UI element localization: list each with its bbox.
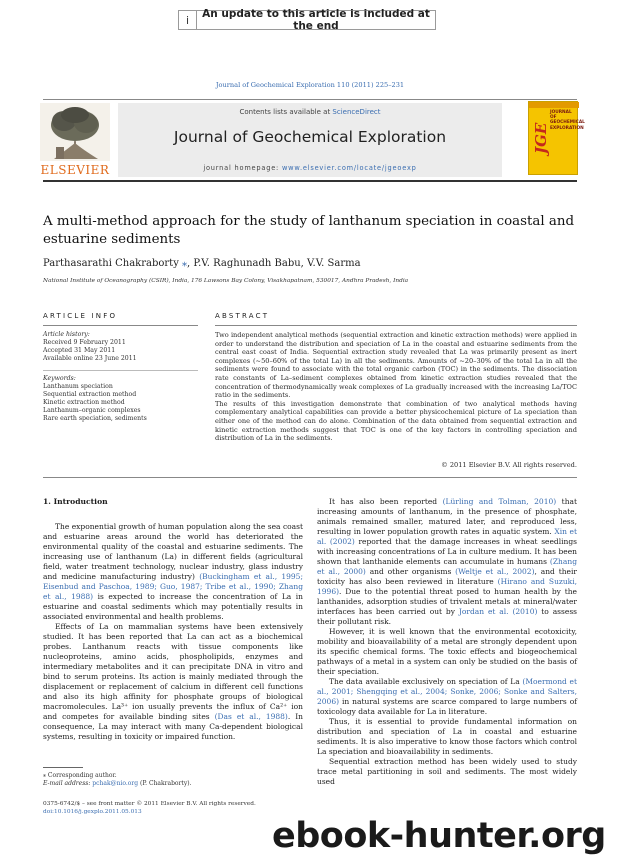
issn-line: 0375-6742/$ – see front matter © 2011 Elsevier B.V. All rights reserved. xyxy=(43,801,256,807)
citation-link[interactable]: Jordan et al. (2010) xyxy=(458,607,538,616)
update-banner-text: An update to this article is included at the end xyxy=(202,8,430,32)
text-run: . In consequence, La may interact with many Ca-dependent biological systems, resulting in toxicity or impaired function. xyxy=(43,712,303,741)
abstract-paragraph-1: Two independent analytical methods (sequential extraction and kinetic extraction methods) were applied in order to understand the distribution and speciation of La in the coastal and estuarine sediments from the central east coast of India. Sequential extraction study revealed that La was primarily present as inert complexes (~50–60% of the total La) in all the sediments. Amounts of ~20–30% of the total La in all the sediments were found to associate with the total organic carbon (TOC) in the sediments. The dissociation rate constants of La–sediment complexes obtained from kinetic extraction studies revealed that the concentration of thermodynamically weak complexes of La gradually increased with the increasing La/TOC ratio in the sediments. xyxy=(215,331,577,400)
journal-citation[interactable]: Journal of Geochemical Exploration 110 (2011) 225–231 xyxy=(215,81,405,89)
text-run: that increasing amounts of lanthanum, in the presence of phosphate, animals remained smaller, matured later, and reproduced less, resulting in lower population growth rates in aquatic system. xyxy=(317,497,578,536)
contents-line xyxy=(118,108,502,116)
contents-prefix: Contents lists available at xyxy=(239,108,333,116)
body-paragraph xyxy=(317,497,577,627)
section-heading-introduction: 1. Introduction xyxy=(43,497,108,506)
doi-link[interactable]: doi:10.1016/j.gexplo.2011.05.013 xyxy=(43,808,142,815)
abstract-heading: ABSTRACT xyxy=(215,312,270,320)
text-run: is expected to increase the concentration of La in estuarine and coastal sediments which may potentially results in associated environmental and health problems. xyxy=(43,592,303,621)
citation-link[interactable]: (Hirano and Suzuki, 1996) xyxy=(317,577,578,596)
sciencedirect-link[interactable]: ScienceDirect xyxy=(332,108,381,116)
citation-link[interactable]: (Buckingham et al., 1995; Eisenbud and Paschoa, 1989; Guo, 1987; Tribe et al., 1990; Zhang et al., 1988) xyxy=(43,572,303,601)
keyword-item: Sequential extraction method xyxy=(43,391,137,398)
corresponding-author-mark[interactable]: ⁎ xyxy=(182,258,188,269)
cover-title: JOURNAL OF GEOCHEMICAL EXPLORATION xyxy=(550,110,585,131)
journal-homepage xyxy=(118,164,502,172)
body-paragraph xyxy=(43,522,303,622)
citation-link[interactable]: (Moermond et al., 2001; Shengqing et al., 2004; Sonke, 2006; Sonke and Salters, 2006) xyxy=(317,677,577,706)
text-run: , and their toxicity has also been reviewed in literature xyxy=(317,567,577,586)
keyword-item: Kinetic extraction method xyxy=(43,399,125,406)
body-paragraph xyxy=(317,677,577,717)
header-bottom-divider xyxy=(43,180,577,182)
body-paragraph: Sequential extraction method has been widely used to study trace metal partitioning in soil and sediments. The most widely used xyxy=(317,757,577,786)
homepage-link[interactable]: www.elsevier.com/locate/jgeoexp xyxy=(281,164,417,172)
text-run: The exponential growth of human population along the sea coast and estuarine areas around the world has deteriorated the environmental quality of the coastal and estuarine sediments. The increasing use of lanthanum (La) in different fields (agricultural field, water treatment technology, nuclear industry, glass industry and medicine manufacturing industry) xyxy=(43,522,303,581)
journal-cover xyxy=(528,101,585,175)
header-top-divider xyxy=(43,99,577,100)
article-info-heading: ARTICLE INFO xyxy=(43,312,118,320)
abstract-paragraph-2: The results of this investigation demonstrate that combination of two analytical methods having complementary analytical capabilities can provide a better physicochemical picture of La speciation than either one of the method can do alone. Combination of the data obtained from sequential extraction and kinetic extraction methods suggest that TOC is one of the key factors in controlling speciation and distribution of La in the sediments. xyxy=(215,399,577,443)
email-label: E-mail address: xyxy=(43,780,93,787)
history-received: Received 9 February 2011 xyxy=(43,339,126,346)
body-left-column xyxy=(43,497,303,742)
footnote xyxy=(43,772,303,788)
elsevier-wordmark: ELSEVIER xyxy=(40,163,110,177)
journal-title: Journal of Geochemical Exploration xyxy=(173,128,447,146)
author-list xyxy=(43,258,577,269)
history-online: Available online 23 June 2011 xyxy=(43,355,137,362)
keywords xyxy=(43,375,193,423)
info-icon: i xyxy=(179,11,197,29)
text-run: The data available exclusively on speciation of La xyxy=(329,677,523,686)
info-divider xyxy=(43,325,198,326)
article-title: A multi-method approach for the study of lanthanum speciation in coastal and estuarine sediments xyxy=(43,214,575,247)
text-run: It has also been reported xyxy=(329,497,443,506)
keyword-item: Lanthanum–organic complexes xyxy=(43,407,141,414)
watermark: ebook-hunter.org xyxy=(272,816,606,856)
email-line xyxy=(43,780,303,788)
abstract-copyright: © 2011 Elsevier B.V. All rights reserved. xyxy=(441,461,577,469)
abstract-bottom-divider xyxy=(43,477,577,478)
history-accepted: Accepted 31 May 2011 xyxy=(43,347,116,354)
history-divider xyxy=(43,370,198,371)
body-paragraph: However, it is well known that the environmental ecotoxicity, mobility and bioavailability of a metal are strongly dependent upon its specific chemical forms. The toxic effects and biogeochemical pathways of a metal in a system can only be studied on the basis of their speciation. xyxy=(317,627,577,676)
affiliation: National Institute of Oceanography (CSIR), India, 176 Lawsons Bay Colony, Visakhapatnam, 530017, Andhra Pradesh, India xyxy=(43,278,409,284)
abstract-divider xyxy=(215,325,577,326)
text-run: to assess their pollutant risk. xyxy=(317,607,578,626)
body-paragraph: Thus, it is essential to provide fundamental information on distribution and speciation of La in coastal and estuarine sediments. It is also imperative to know those factors which control La speciation and bioavailability in sediments. xyxy=(317,717,577,756)
body-paragraph xyxy=(43,622,303,742)
text-run: and other organisms xyxy=(365,567,456,576)
text-run: in natural systems are scarce compared to large numbers of toxicology data available for La in literature. xyxy=(317,697,577,716)
keyword-item: Rare earth speciation, sediments xyxy=(43,415,147,422)
homepage-prefix: journal homepage: xyxy=(203,164,282,172)
citation-link[interactable]: Xin et al. (2002) xyxy=(317,527,577,546)
author-first: Parthasarathi Chakraborty xyxy=(43,258,179,269)
body-right-column xyxy=(317,497,577,787)
keywords-label: Keywords: xyxy=(43,375,76,382)
text-run: . Due to the potential threat posed to human health by the lanthanides, adsorption studies of trivalent metals at mineral/water interfaces has been carried out by xyxy=(317,587,577,616)
citation-link[interactable]: (Zhang et al., 2000) xyxy=(317,557,577,576)
email-owner: (P. Chakraborty). xyxy=(138,780,192,787)
citation-link[interactable]: (Weltje et al., 2002) xyxy=(455,567,535,576)
footnote-divider xyxy=(43,767,83,768)
text-run: Effects of La on mammalian systems have been extensively studied. It has been reported that La can act as a biochemical probes. Lanthanum reacts with tissue components like nucleoproteins, amino acids, phospholipids, enzymes and intermediary metabolites and it can precipitate DNA in vitro and bind to serum proteins. Its action is mainly mediated through the displacement or replacement of calcium in different cell functions and also its high affinity for phosphate groups of biological macromolecules. La³⁺ ion usually prevents the influx of Ca²⁺ ion and competes for available binding sites xyxy=(43,622,303,721)
citation-link[interactable]: (Lürling and Tolman, 2010) xyxy=(442,497,557,506)
cover-top-bar xyxy=(529,102,579,108)
article-history xyxy=(43,331,193,363)
corresponding-author-note: ⁎ Corresponding author. xyxy=(43,772,117,779)
keyword-item: Lanthanum speciation xyxy=(43,383,113,390)
text-run: reported that the damage increases in wheat seedlings with increasing concentrations of La in culture medium. It has been shown that lanthanide elements can accumulate in humans xyxy=(317,537,577,566)
update-banner[interactable] xyxy=(178,10,436,30)
history-label: Article history: xyxy=(43,331,90,338)
author-rest: , P.V. Raghunadh Babu, V.V. Sarma xyxy=(187,258,361,269)
cover-abbrev: JGE xyxy=(532,122,550,154)
email-link[interactable]: pchak@nio.org xyxy=(92,780,139,787)
abstract-body xyxy=(215,331,577,443)
citation-link[interactable]: (Das et al., 1988) xyxy=(214,712,288,721)
